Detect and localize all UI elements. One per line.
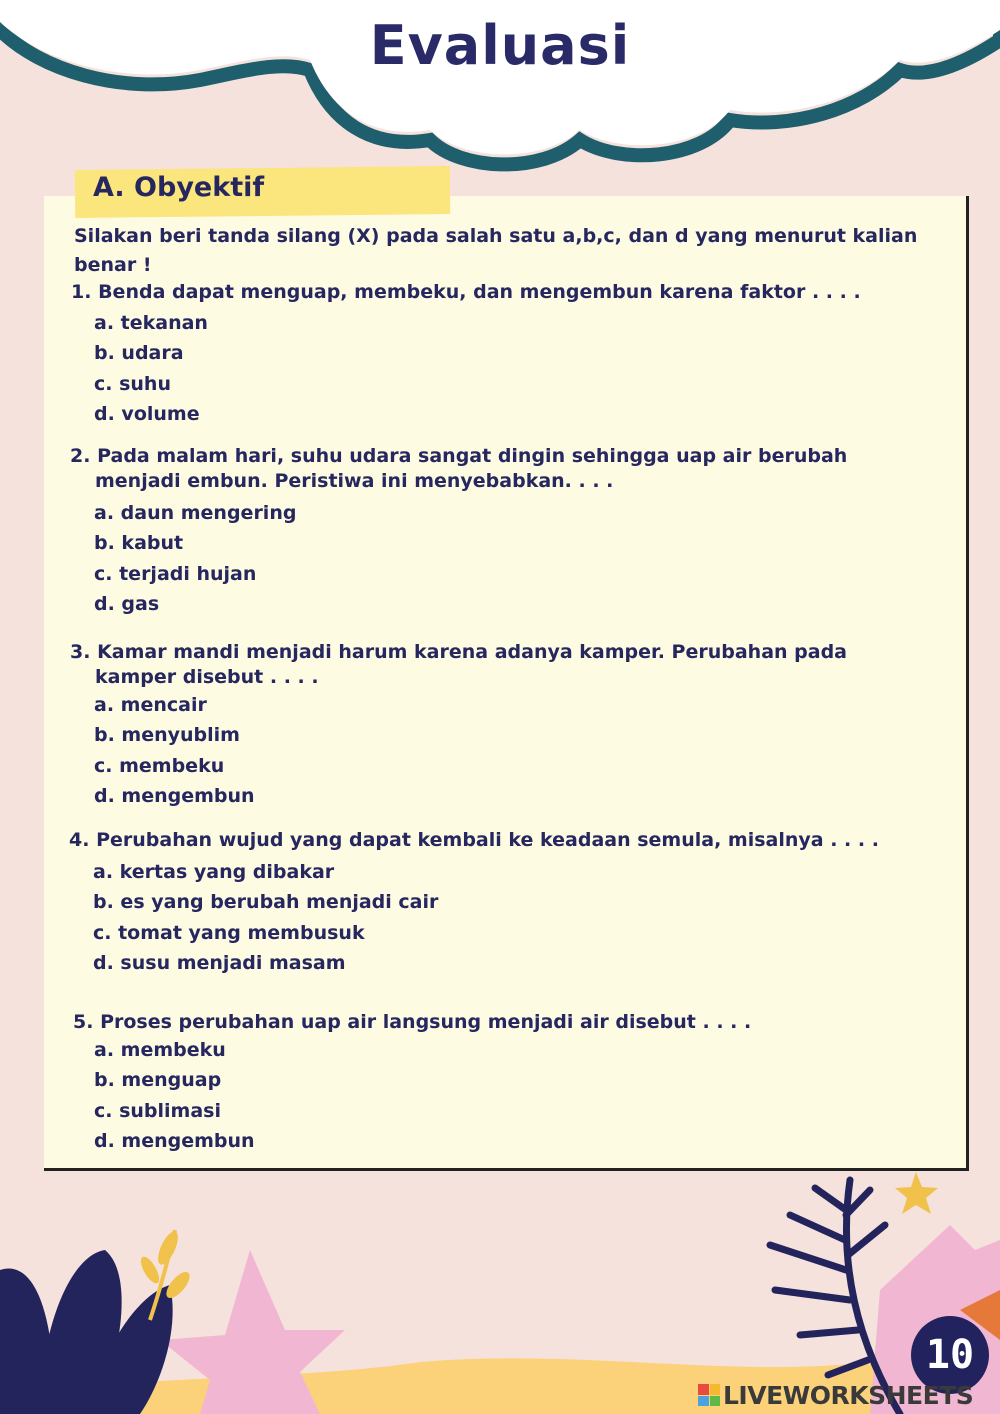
question-stem (69, 828, 879, 853)
option-a[interactable]: a. kertas yang dibakar (93, 861, 335, 883)
option-list (94, 690, 847, 811)
question-text: Pada malam hari, suhu udara sangat dingin sehingga uap air berubah (97, 445, 848, 467)
option-a[interactable]: a. membeku (94, 1039, 226, 1061)
page-title: Evaluasi (369, 14, 631, 77)
question-text-continued: menjadi embun. Peristiwa ini menyebabkan. . . . (95, 470, 614, 492)
option-b[interactable]: b. es yang berubah menjadi cair (93, 891, 439, 914)
question-4 (69, 828, 879, 978)
brand-name: LIVEWORKSHEETS (723, 1380, 974, 1410)
option-d[interactable]: d. mengembun (94, 784, 255, 807)
liveworksheets-logo-icon (698, 1384, 720, 1406)
liveworksheets-watermark (698, 1380, 973, 1410)
question-number: 4. (69, 829, 90, 851)
question-number: 3. (70, 641, 91, 663)
option-d[interactable]: d. mengembun (94, 1129, 255, 1152)
option-list (94, 1035, 751, 1156)
question-text-continued: kamper disebut . . . . (95, 666, 319, 688)
question-2 (70, 444, 847, 619)
option-d[interactable]: d. susu menjadi masam (93, 951, 346, 974)
option-list (94, 498, 847, 619)
option-c[interactable]: c. suhu (94, 372, 171, 395)
question-text: Proses perubahan uap air langsung menjadi air disebut . . . . (100, 1011, 752, 1033)
option-list (94, 308, 861, 429)
question-text: Kamar mandi menjadi harum karena adanya kamper. Perubahan pada (97, 641, 847, 663)
option-d[interactable]: d. volume (94, 402, 200, 425)
option-list (93, 857, 879, 978)
question-number: 5. (73, 1011, 94, 1033)
option-c[interactable]: c. sublimasi (94, 1099, 221, 1122)
question-number: 2. (70, 445, 91, 467)
yellow-star-shape (895, 1172, 938, 1214)
instruction-text: Silakan beri tanda silang (X) pada salah satu a,b,c, dan d yang menurut kalian benar ! (74, 225, 918, 276)
question-stem (70, 640, 847, 690)
question-stem (73, 1010, 751, 1035)
option-b[interactable]: b. udara (94, 342, 184, 365)
question-3 (70, 640, 847, 811)
option-a[interactable]: a. tekanan (94, 312, 208, 334)
page-number-badge: 10 (911, 1316, 989, 1394)
question-stem (70, 444, 847, 494)
question-text: Benda dapat menguap, membeku, dan mengembun karena faktor . . . . (98, 281, 861, 303)
option-b[interactable]: b. menguap (94, 1069, 222, 1092)
question-text: Perubahan wujud yang dapat kembali ke keadaan semula, misalnya . . . . (96, 829, 879, 851)
question-1 (71, 280, 861, 429)
option-d[interactable]: d. gas (94, 592, 160, 615)
section-title: A. Obyektif (93, 172, 265, 203)
question-5 (73, 1010, 751, 1156)
question-number: 1. (71, 281, 92, 303)
option-a[interactable]: a. mencair (94, 694, 207, 716)
option-a[interactable]: a. daun mengering (94, 502, 297, 524)
option-b[interactable]: b. menyublim (94, 724, 240, 747)
question-stem (71, 280, 861, 305)
option-c[interactable]: c. membeku (94, 754, 225, 777)
option-b[interactable]: b. kabut (94, 532, 184, 555)
option-c[interactable]: c. tomat yang membusuk (93, 921, 365, 944)
option-c[interactable]: c. terjadi hujan (94, 562, 257, 585)
